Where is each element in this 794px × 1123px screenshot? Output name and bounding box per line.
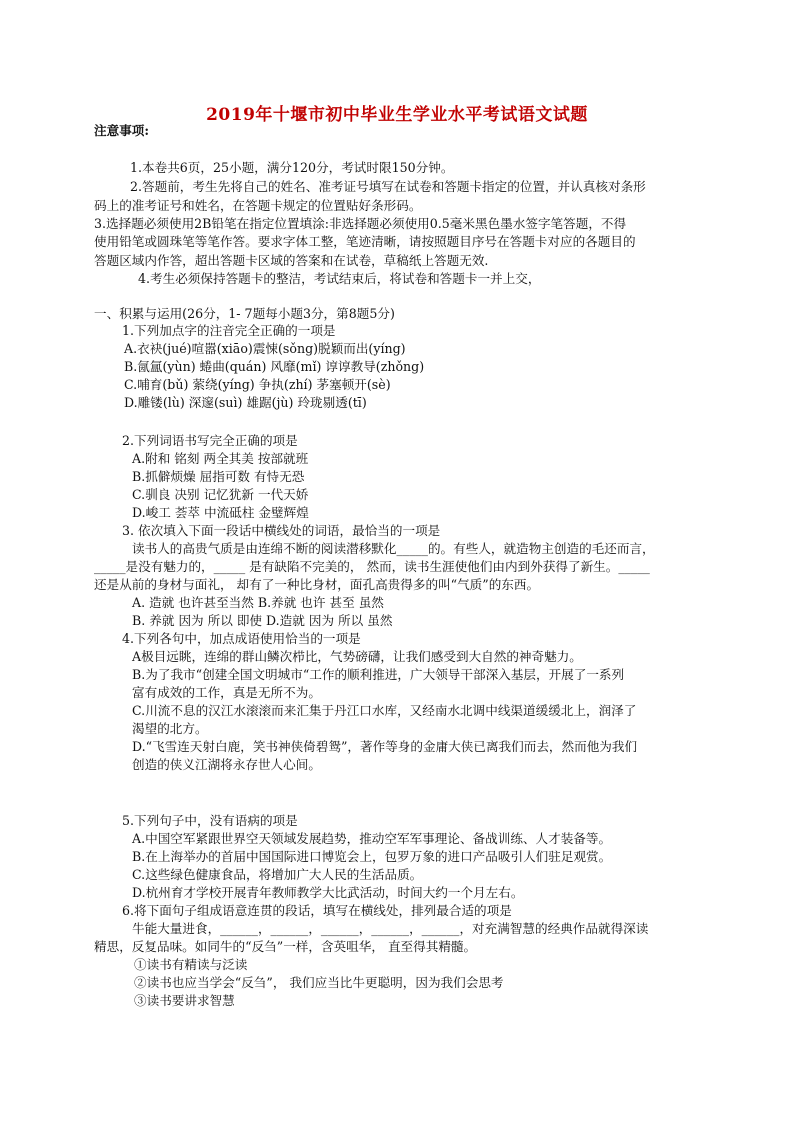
q4-option-c-cont: 渴望的北方。 — [132, 721, 208, 736]
q4-option-b-cont: 富有成效的工作，真是无所不为。 — [132, 685, 321, 700]
q6-passage-line: 精思，反复品味。如同牛的“反刍”一样，含英咀华， 直至得其精髓。 — [94, 939, 477, 954]
notice-line: 码上的准考证号和姓名，在答题卡规定的位置贴好条形码。 — [94, 198, 422, 213]
q3-options-line: B. 养就 因为 所以 即使 D.造就 因为 所以 虽然 — [132, 613, 393, 628]
q3-options-line: A. 造就 也许甚至当然 B.养就 也许 甚至 虽然 — [132, 595, 384, 610]
section-heading: 一、积累与运用(26分，1- 7题每小题3分，第8题5分) — [94, 306, 395, 321]
q1-option-a: A.衣袂(jué)喧嚣(xiāo)震悚(sǒng)脱颖而出(yíng) — [124, 341, 406, 356]
notice-line: 答题区域内作答，超出答题卡区域的答案和在试卷，草稿纸上答题无效. — [94, 253, 489, 268]
q5-option-b: B.在上海举办的首届中国国际进口博览会上，包罗万象的进口产品吸引人们驻足观赏。 — [132, 849, 612, 864]
exam-title: 2019年十堰市初中毕业生学业水平考试语文试题 — [206, 105, 588, 125]
q5-option-c: C.这些绿色健康食品，将增加广大人民的生活品质。 — [132, 867, 423, 882]
q1-option-d: D.雕镂(lù) 深邃(suì) 雄踞(jù) 玲珑剔透(tī) — [124, 395, 367, 410]
notice-heading: 注意事项: — [94, 123, 150, 138]
notice-line: 4.考生必须保持答题卡的整洁，考试结束后，将试卷和答题卡一并上交， — [138, 271, 541, 286]
q2-option-b: B.抓僻烦燥 屈指可数 有恃无恐 — [132, 469, 305, 484]
notice-line: 3.选择题必须使用2B铅笔在指定位置填涂:非选择题必须使用0.5毫米黑色墨水签字笔答题，不得 — [94, 216, 627, 231]
notice-line: 1.本卷共6页，25小题，满分120分，考试时限150分钟。 — [130, 160, 454, 175]
q3-passage-line: _____是没有魅力的，_____ 是有缺陷不完美的， 然而，读书生涯使他们由内到外获得了新生。_____ — [94, 559, 650, 574]
q4-option-b: B.为了我市“创建全国文明城市“工作的顺利推进，广大领导干部深入基层，开展了一系列 — [132, 667, 625, 682]
q4-option-d-cont: 创造的侠义江湖将永存世人心间。 — [132, 757, 321, 772]
notice-line: 2.答题前，考生先将自己的姓名、准考证号填写在试卷和答题卡指定的位置，并认真核对条形 — [130, 179, 646, 194]
q6-item: ②读书也应当学会“反刍”， 我们应当比牛更聪明，因为我们会思考 — [134, 975, 504, 990]
q6-stem: 6.将下面句子组成语意连贯的段话，填写在横线处，排列最合适的项是 — [122, 903, 512, 918]
q4-option-d: D.“飞雪连天射白鹿，笑书神侠倚碧鸳”，著作等身的金庸大侠已离我们而去，然而他为我们 — [132, 739, 638, 754]
q4-option-a: A极目远眺，连绵的群山鳞次栉比，气势磅礴，让我们感受到大自然的神奇魅力。 — [132, 649, 582, 664]
q1-option-b: B.氤氲(yùn) 蜷曲(quán) 风靡(mǐ) 谆谆教导(zhǒng) — [124, 359, 425, 374]
q2-option-c: C.驯良 决别 记忆犹新 一代天娇 — [132, 487, 309, 502]
q5-option-a: A.中国空军紧跟世界空天领域发展趋势，推动空军军事理论、备战训练、人才装备等。 — [132, 831, 612, 846]
q5-option-d: D.杭州育才学校开展青年教师教学大比武活动，时间大约一个月左右。 — [132, 885, 524, 900]
q6-passage-line: 牛能大量进食，______，______，______，______，______，对充满智慧的经典作品就得深读 — [132, 921, 649, 936]
q4-stem: 4.下列各句中，加点成语使用恰当的一项是 — [122, 631, 361, 646]
q3-passage-line: 还是从前的身材与面礼， 却有了一种比身材，面孔高贵得多的叫“气质”的东西。 — [94, 577, 540, 592]
q3-passage-line: 读书人的高贵气质是由连绵不断的阅读潜移默化_____的。有些人，就造物主创造的毛还而言， — [132, 541, 655, 556]
q2-stem: 2.下列词语书写完全正确的项是 — [122, 433, 298, 448]
q5-stem: 5.下列句子中，没有语病的项是 — [122, 813, 298, 828]
notice-line: 使用铅笔或圆珠笔等笔作答。要求字体工整，笔迹清晰，请按照题目序号在答题卡对应的各题目的 — [94, 234, 636, 249]
q6-item: ①读书有精读与泛读 — [134, 957, 248, 972]
q6-item: ③读书要讲求智慧 — [134, 993, 235, 1008]
q4-option-c: C.川流不息的汉江水滚滚而来汇集于丹江口水库，又经南水北调中线渠道缓缓北上，润泽了 — [132, 703, 637, 718]
q1-stem: 1.下列加点字的注音完全正确的一项是 — [122, 323, 336, 338]
q3-stem: 3. 依次填入下面一段话中横线处的词语，最恰当的一项是 — [122, 523, 441, 538]
q2-option-a: A.附和 铭刻 两全其美 按部就班 — [132, 451, 309, 466]
q1-option-c: C.哺育(bǔ) 萦绕(yíng) 争执(zhí) 茅塞顿开(sè) — [124, 377, 391, 392]
q2-option-d: D.峻工 荟萃 中流砥柱 金璧辉煌 — [132, 505, 309, 520]
